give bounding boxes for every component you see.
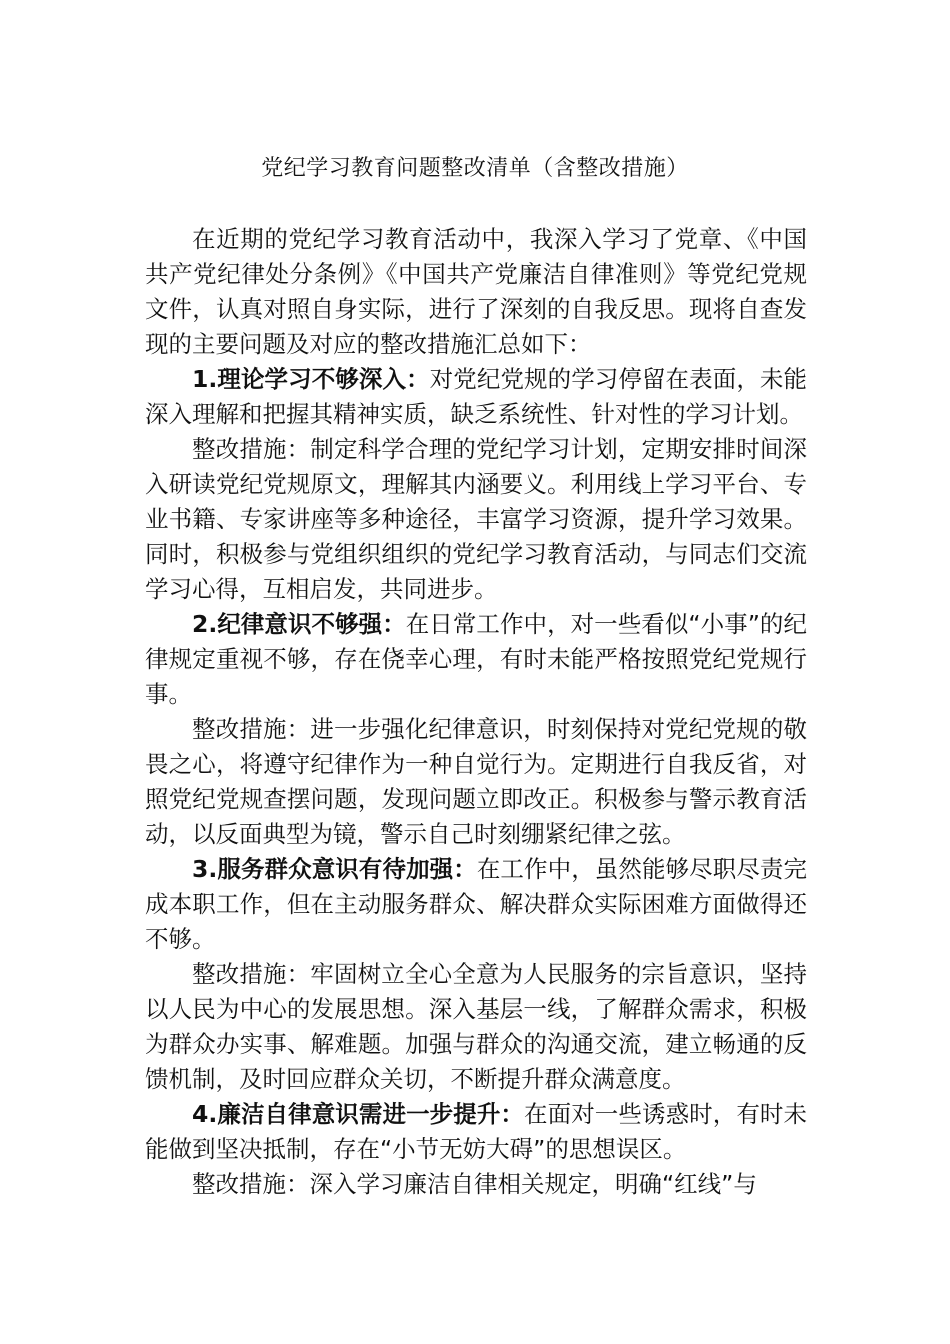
- issue-4-paragraph: [145, 1097, 807, 1167]
- document-title: 党纪学习教育问题整改清单（含整改措施）: [261, 156, 689, 181]
- issue-4-measures: 整改措施：深入学习廉洁自律相关规定，明确“红线”与: [192, 1170, 757, 1198]
- issue-4-problem: 在面对一些诱惑时，有时未能做到坚决抵制，存在“小节无妨大碍”的思想误区。: [145, 1100, 808, 1163]
- issue-1-problem: 对党纪党规的学习停留在表面，未能深入理解和把握其精神实质，缺乏系统性、针对性的学习计划。: [145, 365, 808, 428]
- document-body: [145, 222, 807, 1202]
- issue-3-heading: 3.服务群众意识有待加强：: [192, 855, 477, 883]
- intro-paragraph: 在近期的党纪学习教育活动中，我深入学习了党章、《中国共产党纪律处分条例》《中国共产党廉洁自律准则》等党纪党规文件，认真对照自身实际，进行了深刻的自我反思。现将自查发现的主要问题及对应的整改措施汇总如下：: [145, 225, 807, 358]
- issue-3-paragraph: [145, 852, 807, 957]
- issue-3-problem: 在工作中，虽然能够尽职尽责完成本职工作，但在主动服务群众、解决群众实际困难方面做得还不够。: [145, 855, 807, 953]
- issue-2-measures: 整改措施：进一步强化纪律意识，时刻保持对党纪党规的敬畏之心，将遵守纪律作为一种自觉行为。定期进行自我反省，对照党纪党规查摆问题，发现问题立即改正。积极参与警示教育活动，以反面典型为镜，警示自己时刻绷紧纪律之弦。: [145, 715, 807, 848]
- issue-1-heading: 1.理论学习不够深入：: [192, 365, 430, 393]
- issue-2-problem: 在日常工作中，对一些看似“小事”的纪律规定重视不够，存在侥幸心理，有时未能严格按照党纪党规行事。: [145, 610, 807, 708]
- issue-4-heading: 4.廉洁自律意识需进一步提升：: [192, 1100, 525, 1128]
- issue-3-measures: 整改措施：牢固树立全心全意为人民服务的宗旨意识，坚持以人民为中心的发展思想。深入基层一线，了解群众需求，积极为群众办实事、解难题。加强与群众的沟通交流，建立畅通的反馈机制，及时回应群众关切，不断提升群众满意度。: [145, 960, 807, 1093]
- issue-1-measures: 整改措施：制定科学合理的党纪学习计划，定期安排时间深入研读党纪党规原文，理解其内涵要义。利用线上学习平台、专业书籍、专家讲座等多种途径，丰富学习资源，提升学习效果。同时，积极参与党组织组织的党纪学习教育活动，与同志们交流学习心得，互相启发，共同进步。: [145, 435, 807, 603]
- issue-2-heading: 2.纪律意识不够强：: [192, 610, 406, 638]
- issue-1-paragraph: [145, 362, 807, 432]
- issue-2-paragraph: [145, 607, 807, 712]
